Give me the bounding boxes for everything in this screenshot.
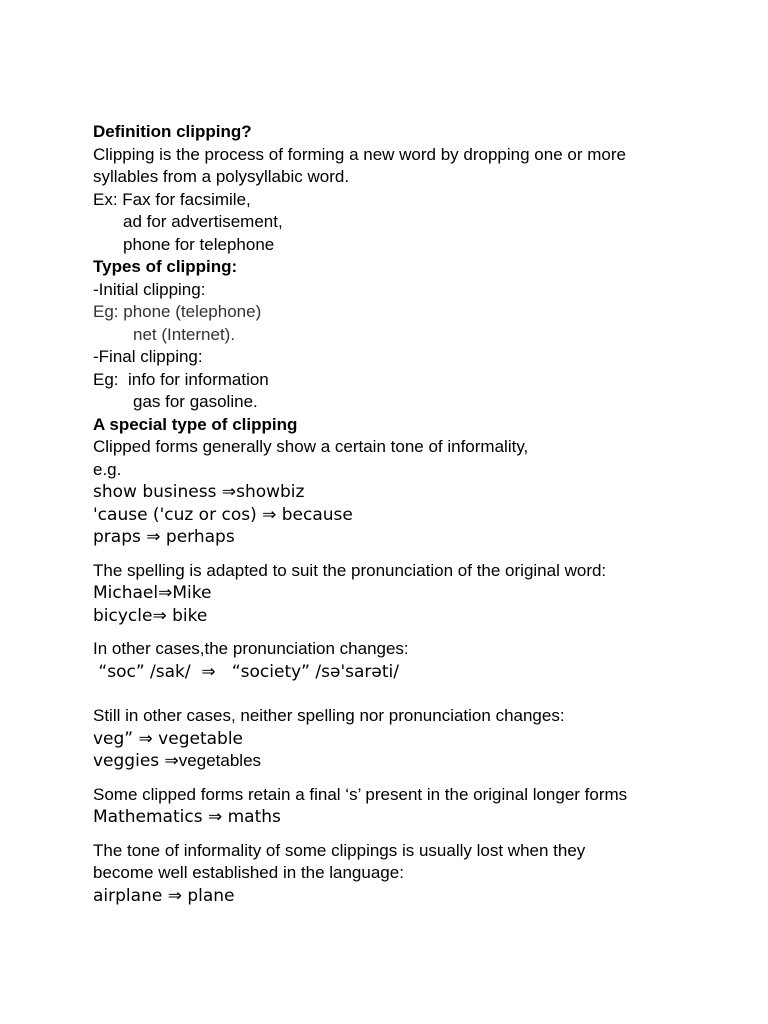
special-example2: 'cause ('cuz or cos) ⇒ because [93,504,353,525]
definition-heading: Definition clipping? [93,122,252,141]
neither-example2-part1: veggies ⇒ [93,751,179,771]
paragraph-gap [93,683,753,694]
spelling-example2: bicycle⇒ bike [93,605,208,626]
special-example1: show business ⇒showbiz [93,482,305,502]
special-example3: praps ⇒ perhaps [93,527,235,547]
special-type-heading: A special type of clipping [93,414,298,434]
example-line2: ad for advertisement, [123,212,283,231]
tone-text-line2: become well established in the language: [93,863,404,882]
retain-example1: Mathematics ⇒ maths [93,807,281,827]
tone-text-line1: The tone of informality of some clippings is usually lost when they [93,840,586,860]
neither-example2 [93,750,753,773]
example-line3: phone for telephone [123,234,275,254]
neither-example2-part2: vegetables [178,751,262,770]
definition-text-line2: syllables from a polysyllabic word. [93,167,350,186]
pronunciation-example1: “soc” /sak/ ⇒ “society” /sə'sarəti/ [93,661,399,682]
initial-clipping-example2: net (Internet). [133,324,236,344]
special-text-line2: e.g. [93,459,122,479]
paragraph-gap [93,773,753,784]
paragraph-gap [93,627,753,638]
types-heading: Types of clipping: [93,257,238,276]
neither-example1: veg” ⇒ vegetable [93,728,243,749]
neither-intro: Still in other cases, neither spelling nor pronunciation changes: [93,706,565,725]
paragraph-gap [93,829,753,840]
example-line1: Ex: Fax for facsimile, [93,189,251,209]
definition-text-line1: Clipping is the process of forming a new word by dropping one or more [93,144,626,164]
tone-example1: airplane ⇒ plane [93,885,235,906]
paragraph-gap [93,549,753,560]
initial-clipping-label: -Initial clipping: [93,279,206,299]
final-clipping-example2: gas for gasoline. [133,392,258,411]
final-clipping-example1: Eg: info for information [93,369,269,389]
initial-clipping-example1: Eg: phone (telephone) [93,302,262,321]
document-page [93,121,753,907]
final-clipping-label: -Final clipping: [93,347,203,366]
special-text-line1: Clipped forms generally show a certain tone of informality, [93,437,529,456]
spelling-intro: The spelling is adapted to suit the pronunciation of the original word: [93,560,607,580]
spelling-example1: Michael⇒Mike [93,583,212,603]
retain-intro: Some clipped forms retain a final ‘s’ present in the original longer forms [93,784,628,804]
pronunciation-intro: In other cases,the pronunciation changes: [93,639,409,658]
paragraph-gap [93,694,753,705]
